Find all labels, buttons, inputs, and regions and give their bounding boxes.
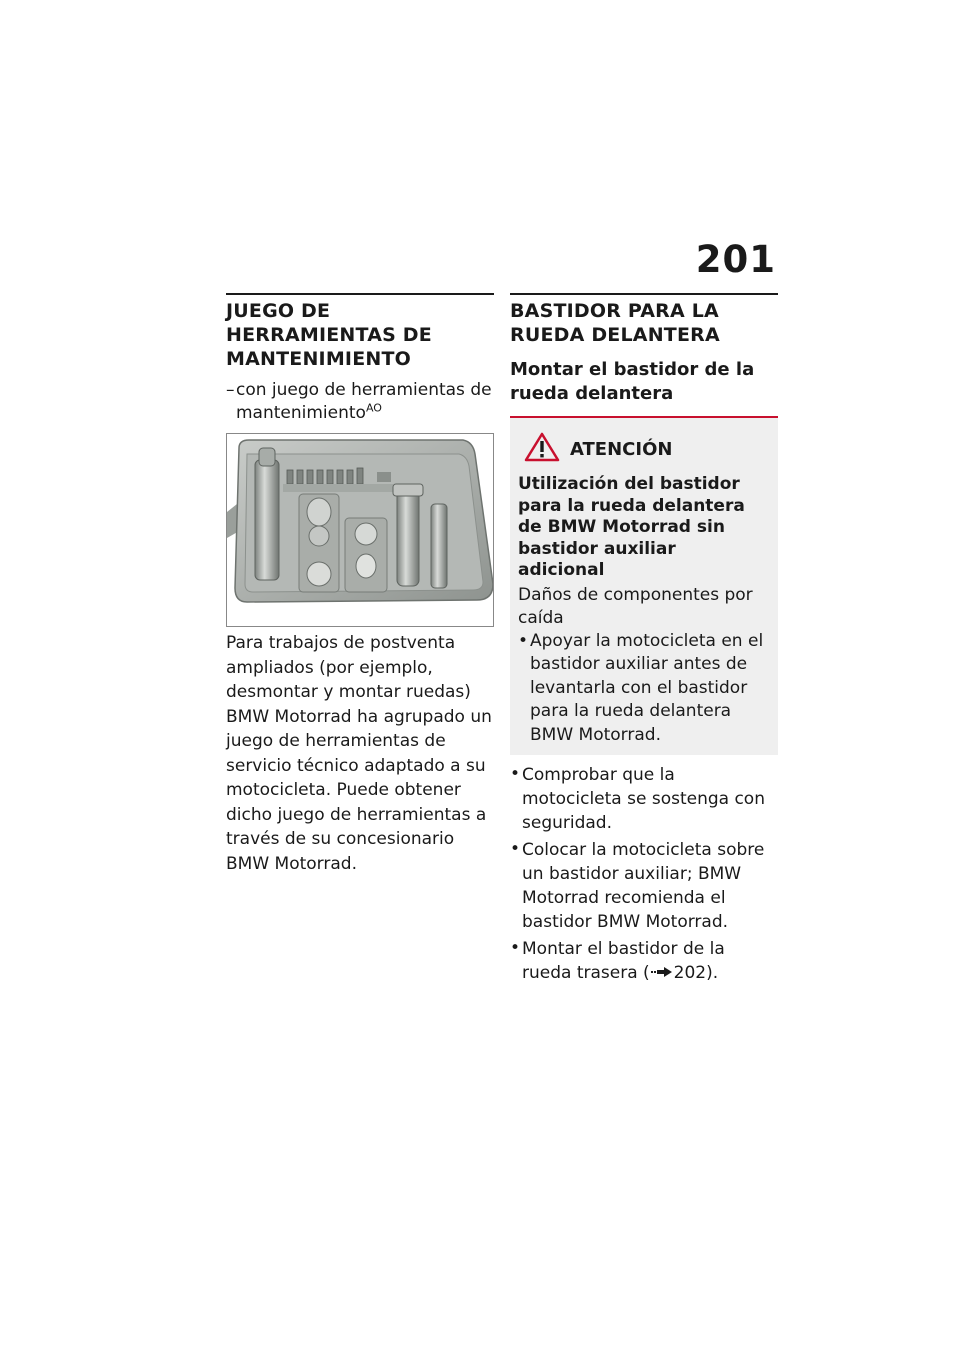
section-rule [226,293,494,295]
bullet-marker: • [518,630,529,651]
bullet-marker: • [510,764,521,784]
equipment-code: AO [365,401,382,415]
bullet-marker: • [510,839,521,859]
subheading-mount-stand: Montar el bastidor de la rueda delantera [510,359,755,404]
section-heading-front-stand: BASTIDOR PARA LA RUEDA DELANTERA [510,300,720,346]
list-item [510,937,778,985]
section-rule [510,293,778,295]
list-item [510,838,778,934]
equipment-item [226,379,494,425]
warning-subtitle: Utilización del bastidor para la rueda delantera de BMW Motorrad sin bastidor auxiliar adicional [518,474,745,580]
dash-marker: – [226,380,235,400]
left-column [226,293,494,876]
toolkit-description: Para trabajos de postventa ampliados (por ejemplo, desmontar y montar ruedas) BMW Motorrad ha agrupado un juego de herramientas de servicio técnico adaptado a su motocicleta. Puede obtener dicho juego de herramientas a través de su concesionario BMW Motorrad. [226,633,492,874]
list-item-text: Comprobar que la motocicleta se sostenga con seguridad. [522,765,765,833]
toolkit-tray-photo [226,433,494,627]
warning-triangle-icon [524,432,560,466]
bullet-marker: • [510,938,521,958]
warning-header [518,432,768,466]
list-item-text: Colocar la motocicleta sobre un bastidor auxiliar; BMW Motorrad recomienda el bastidor BMW Motorrad. [522,840,765,932]
warning-text: Daños de componentes por caída [518,584,753,628]
page-reference-arrow-icon[interactable] [651,961,673,985]
page-number: 201 [695,238,776,281]
warning-bullet-text: Apoyar la motocicleta en el bastidor auxiliar antes de levantarla con el bastidor para la rueda delantera BMW Motorrad. [530,630,764,745]
warning-title: ATENCIÓN [570,438,673,460]
list-item [510,763,778,835]
list-item-text: Montar el bastidor de la rueda trasera ( [522,939,725,983]
section-heading-toolkit: JUEGO DE HERRAMIENTAS DE MANTENIMIENTO [226,300,432,370]
instruction-list [510,763,778,985]
right-column [510,293,778,988]
equipment-item-text: con juego de herramientas de mantenimiento [236,380,492,423]
page-reference-text[interactable]: 202). [673,963,719,983]
warning-bullet [518,630,768,748]
warning-box [510,416,778,755]
